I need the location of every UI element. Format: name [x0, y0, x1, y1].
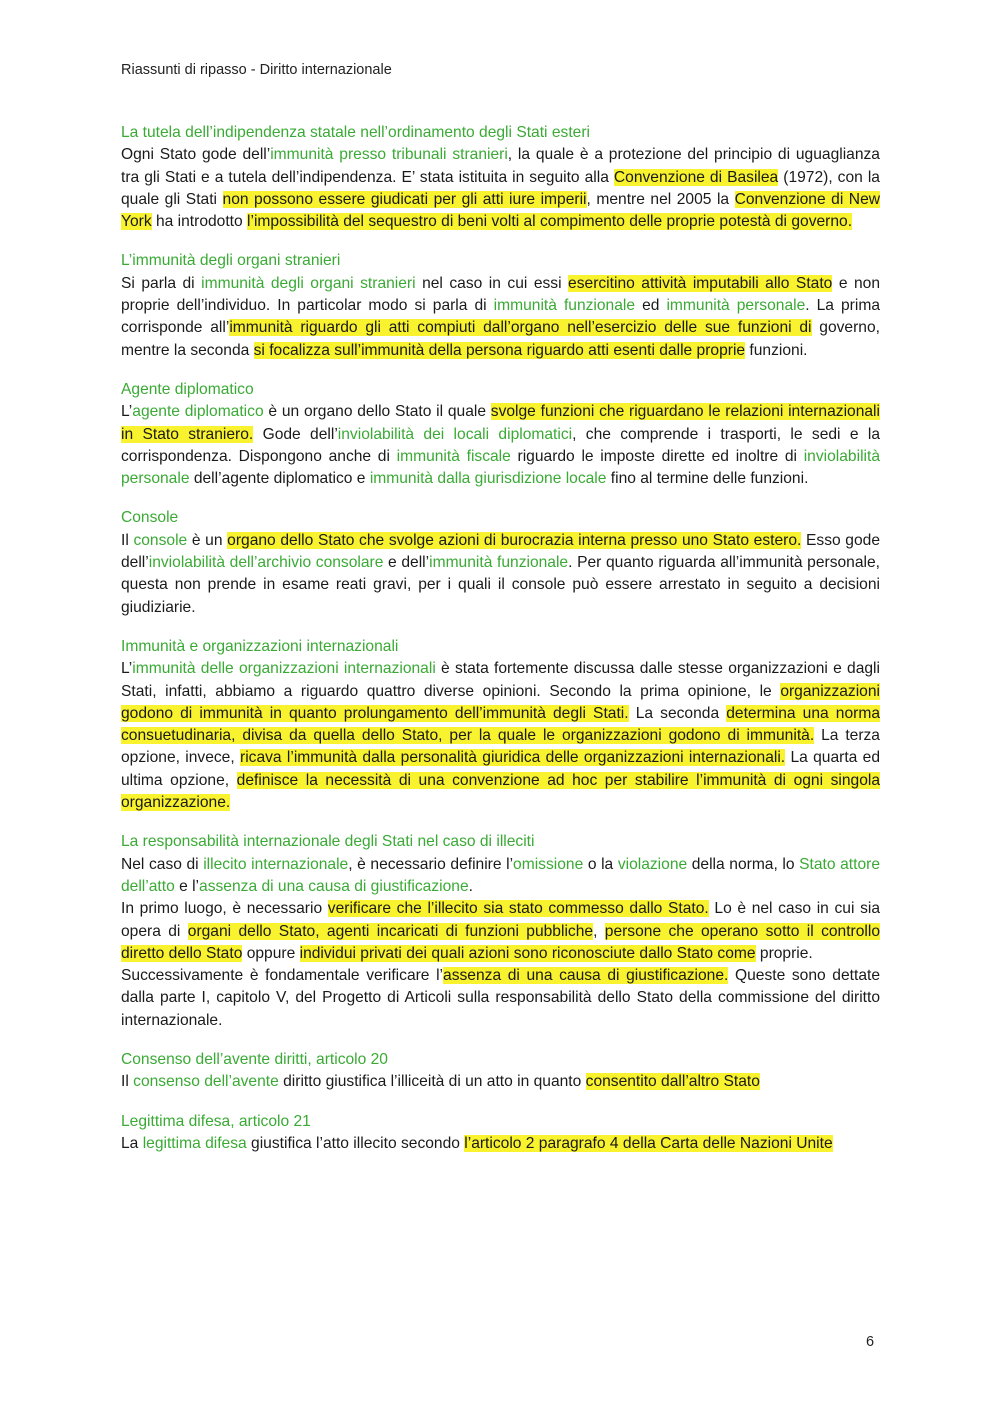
paragraph — [121, 144, 880, 233]
key-term: immunità degli organi stranieri — [201, 274, 416, 292]
section — [121, 1111, 880, 1156]
highlighted-text: definisce la necessità di una convenzione ad hoc per stabilire l’immunità di ogni singola organizzazione. — [121, 771, 881, 812]
text-run: riguardo le imposte dirette ed inoltre di — [510, 447, 804, 465]
paragraph — [121, 530, 880, 619]
highlighted-text: organo dello Stato che svolge azioni di burocrazia interna presso uno Stato estero. — [227, 531, 802, 549]
text-run: nel caso in cui essi — [415, 274, 569, 292]
section-heading: Agente diplomatico — [121, 380, 254, 398]
section-heading: Immunità e organizzazioni internazionali — [121, 637, 399, 655]
section-heading: Legittima difesa, articolo 21 — [121, 1112, 311, 1130]
text-run: Successivamente è fondamentale verificare l’ — [121, 967, 444, 985]
key-term: agente diplomatico — [132, 403, 264, 421]
text-run: e non proprie dell’individuo. In particolar modo si parla di — [121, 274, 880, 315]
text-run: La terza opzione, invece, — [121, 727, 880, 767]
key-term: immunità personale — [666, 297, 806, 315]
key-term: Stato attore dell’atto — [121, 855, 880, 895]
section-heading: La tutela dell’indipendenza statale nell’ordinamento degli Stati esteri — [121, 124, 590, 141]
text-run: Esso gode dell’ — [121, 531, 880, 572]
highlighted-text: ricava l’immunità dalla personalità giuridica delle organizzazioni internazionali. — [240, 749, 786, 767]
page-number: 6 — [866, 1334, 875, 1350]
text-run: L’ — [121, 660, 133, 678]
text-run: e l’ — [174, 877, 200, 895]
text-run: La — [121, 1134, 143, 1152]
text-run: è un — [187, 531, 228, 549]
text-run: . — [468, 877, 473, 895]
text-run: . Per quanto riguarda all’immunità personale, questa non prende in esame reati gravi, per i quali il console può essere arrestato in seguito a decisioni giudiziarie. — [121, 554, 880, 616]
text-run: Gode dell’ — [253, 425, 338, 443]
key-term: violazione — [617, 855, 688, 873]
text-run: proprie. — [755, 944, 813, 962]
key-term: immunità fiscale — [396, 447, 511, 465]
text-run: diritto giustifica l’illiceità di un atto in quanto — [278, 1073, 586, 1091]
text-run: La quarta ed ultima opzione, — [121, 749, 880, 789]
highlighted-text: Convenzione di New York — [121, 190, 881, 231]
highlighted-text: organi dello Stato, agenti incaricati di funzioni pubbliche — [187, 922, 594, 940]
text-run: Lo è nel caso in cui sia opera di — [121, 900, 881, 940]
key-term: omissione — [513, 855, 584, 873]
text-run: fino al termine delle funzioni. — [606, 470, 809, 488]
section — [121, 507, 880, 618]
highlighted-text: Convenzione di Basilea — [613, 168, 779, 186]
section — [121, 831, 880, 1032]
highlighted-text: determina una norma consuetudinaria, divisa da quella dello Stato, per la quale le organizzazioni godono di immunità. — [121, 704, 880, 745]
section — [121, 250, 880, 361]
key-term: illecito internazionale — [203, 855, 349, 873]
text-run: ha introdotto — [151, 213, 248, 231]
section-heading: Consenso dell’avente diritti, articolo 20 — [121, 1050, 388, 1068]
text-run: dell’agente diplomatico e — [189, 470, 370, 488]
key-term: console — [133, 531, 188, 549]
highlighted-text: svolge funzioni che riguardano le relazioni internazionali in Stato straniero. — [121, 403, 880, 443]
key-term: legittima difesa — [142, 1134, 247, 1152]
highlighted-text: l’articolo 2 paragrafo 4 della Carta delle Nazioni Unite — [464, 1134, 833, 1152]
highlighted-text: persone che operano sotto il controllo diretto dello Stato — [121, 922, 881, 962]
key-term: consenso dell’avente — [133, 1073, 279, 1091]
text-run: Queste sono dettate dalla parte I, capitolo V, del Progetto di Articoli sulla responsabilità dello Stato della commissione del diritto internazionale. — [121, 967, 880, 1029]
text-run: è un organo dello Stato il quale — [263, 403, 491, 421]
paragraph — [121, 965, 880, 1032]
key-term: inviolabilità dei locali diplomatici — [337, 425, 573, 443]
highlighted-text: verificare che l’illecito sia stato commesso dallo Stato. — [327, 900, 709, 918]
section-heading: L’immunità degli organi stranieri — [121, 252, 341, 270]
section-heading: Console — [121, 509, 179, 527]
document-body — [121, 122, 880, 1172]
key-term: immunità funzionale — [429, 554, 569, 572]
text-run: Si parla di — [121, 274, 202, 292]
text-run: Il — [121, 1073, 134, 1091]
text-run: Nel caso di — [121, 855, 204, 873]
text-run: e dell’ — [383, 554, 430, 572]
text-run: Il — [121, 531, 134, 549]
text-run: ed — [635, 297, 667, 315]
text-run: o la — [583, 855, 618, 873]
highlighted-text: non possono essere giudicati per gli atti iure imperii — [222, 190, 587, 208]
text-run: In primo luogo, è necessario — [121, 900, 328, 918]
paragraph — [121, 1071, 880, 1093]
section — [121, 636, 880, 814]
highlighted-text: consentito dall’altro Stato — [585, 1073, 760, 1091]
paragraph — [121, 1133, 880, 1155]
section — [121, 122, 880, 233]
paragraph — [121, 401, 880, 490]
paragraph — [121, 854, 880, 899]
section — [121, 1049, 880, 1094]
key-term: immunità funzionale — [493, 297, 636, 315]
key-term: immunità dalla giurisdizione locale — [369, 470, 607, 488]
paragraph — [121, 898, 880, 965]
text-run: , che comprende i trasporti, le sedi e la corrispondenza. Dispongono anche di — [121, 425, 880, 465]
text-run: , — [593, 922, 605, 940]
key-term: inviolabilità personale — [121, 447, 880, 488]
highlighted-text: esercitino attività imputabili allo Stato — [568, 274, 833, 292]
key-term: immunità delle organizzazioni internazionali — [132, 660, 436, 678]
text-run: funzioni. — [745, 341, 808, 359]
text-run: . La prima corrisponde all’ — [121, 297, 880, 337]
text-run: è stata fortemente discussa dalle stesse organizzazioni e dagli Stati, infatti, abbiamo a riguardo quattro diverse opinioni. Secondo la prima opinione, le — [121, 660, 880, 700]
text-run: , la quale è a protezione del principio di uguaglianza tra gli Stati e a tutela dell’indipendenza. E’ stata istituita in seguito alla — [121, 146, 880, 186]
section — [121, 379, 880, 490]
key-term: assenza di una causa di giustificazione — [199, 877, 469, 895]
text-run: giustifica l’atto illecito secondo — [246, 1134, 465, 1152]
highlighted-text: l’impossibilità del sequestro di beni volti al compimento delle proprie potestà di governo. — [247, 213, 853, 231]
text-run: oppure — [242, 944, 300, 962]
text-run: Ogni Stato gode dell’ — [121, 146, 271, 164]
paragraph — [121, 273, 880, 362]
highlighted-text: individui privati dei quali azioni sono riconosciute dallo Stato come — [299, 944, 756, 962]
paragraph — [121, 658, 880, 814]
key-term: immunità presso tribunali stranieri — [270, 146, 508, 164]
highlighted-text: organizzazioni godono di immunità in quanto prolungamento dell’immunità degli Stati. — [121, 682, 880, 722]
text-run: governo, mentre la seconda — [121, 319, 880, 359]
text-run: La seconda — [628, 704, 727, 722]
text-run: della norma, lo — [687, 855, 800, 873]
section-heading: La responsabilità internazionale degli Stati nel caso di illeciti — [121, 833, 535, 851]
running-header: Riassunti di ripasso - Diritto internazionale — [121, 62, 392, 78]
highlighted-text: si focalizza sull’immunità della persona riguardo atti esenti dalle proprie — [253, 341, 746, 359]
text-run: (1972), con la quale gli Stati — [121, 168, 880, 208]
text-run: , mentre nel 2005 la — [586, 190, 735, 208]
text-run: L’ — [121, 403, 133, 421]
key-term: inviolabilità dell’archivio consolare — [148, 554, 384, 572]
text-run: , è necessario definire l’ — [348, 855, 514, 873]
highlighted-text: assenza di una causa di giustificazione. — [443, 967, 729, 985]
highlighted-text: immunità riguardo gli atti compiuti dall’organo nell’esercizio delle sue funzioni di — [229, 319, 812, 337]
